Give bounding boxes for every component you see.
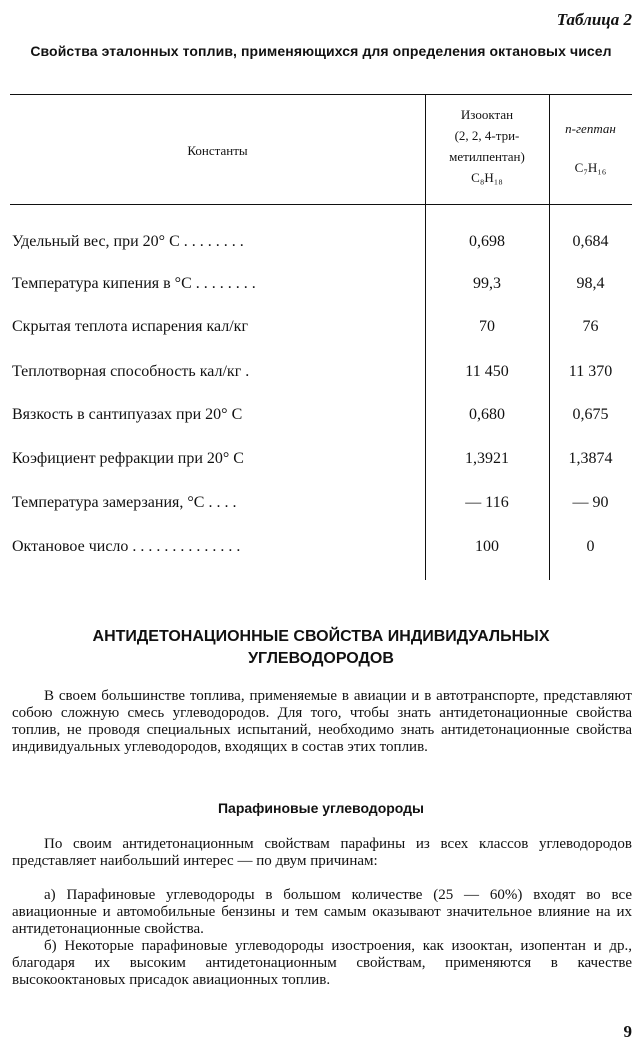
table-row: [12, 314, 632, 340]
heptane-value: 0,675: [572, 406, 609, 423]
isooctane-value: 100: [475, 538, 499, 555]
table-top-rule: [10, 94, 632, 95]
table-header-rule: [10, 204, 632, 205]
row-label: Вязкость в сантипуазах при 20° С: [12, 406, 243, 423]
table-caption: Свойства эталонных топлив, применяющихся для определения октановых чисел: [30, 43, 612, 59]
paragraph-text: б) Некоторые парафиновые углеводороды изостроения, как изооктан, изопентан и др., благодаря их высоким антидетонационным свойствам, применяются в качестве высокооктановых присадок авиационных топлив.: [12, 938, 632, 988]
isooctane-value: 1,3921: [465, 450, 509, 467]
heptane-value: 98,4: [576, 275, 605, 292]
table-row: [12, 359, 632, 385]
row-label: Температура замерзания, °С . . . .: [12, 494, 237, 511]
isooctane-value: — 116: [465, 494, 509, 511]
isooctane-value: 0,680: [469, 406, 505, 423]
table-label: Таблица 2: [556, 10, 632, 29]
isooctane-value: 11 450: [465, 363, 509, 380]
row-label: Теплотворная способность кал/кг .: [12, 363, 250, 380]
heptane-name: n-гептан: [565, 121, 616, 136]
paragraph: [12, 938, 632, 989]
paragraph-text: По своим антидетонационным свойствам парафины из всех классов углеводородов представляет наибольший интерес — по двум причинам:: [12, 836, 632, 869]
row-label: Температура кипения в °С . . . . . . . .: [12, 275, 256, 292]
paragraph: [12, 688, 632, 756]
table-row: [12, 271, 632, 297]
isooctane-name: Изооктан: [460, 107, 514, 122]
heptane-value: 0: [586, 538, 595, 555]
isooctane-value: 99,3: [473, 275, 501, 292]
table-row: [12, 402, 632, 428]
heptane-value: 1,3874: [568, 450, 613, 467]
table-row: [12, 490, 632, 516]
heptane-value: 11 370: [568, 363, 613, 380]
table-row: [12, 446, 632, 472]
paragraph-text: а) Парафиновые углеводороды в большом количестве (25 — 60%) входят во все авиационные и автомобильные бензины и тем самым оказывают значительное влияние на их антидетонационные свойства.: [12, 887, 632, 937]
section-title-line: АНТИДЕТОНАЦИОННЫЕ СВОЙСТВА ИНДИВИДУАЛЬНЫХ: [92, 628, 550, 645]
page-number: 9: [623, 1022, 632, 1041]
row-label: Скрытая теплота испарения кал/кг: [12, 318, 249, 335]
isooctane-name-line3: метилпентан): [449, 149, 525, 164]
isooctane-value: 0,698: [469, 233, 505, 250]
paragraph: [12, 836, 632, 870]
row-label: Удельный вес, при 20° С . . . . . . . .: [12, 233, 244, 250]
column-header-isooctane: [425, 104, 549, 188]
paragraph-text: В своем большинстве топлива, применяемые в авиации и в автотранспорте, представляют собою сложную смесь углеводородов. Для того, чтобы знать антидетонационные свойства топлив, не проводя специальных испытаний, необходимо знать антидетонационные свойства индивидуальных углеводородов, входящих в состав этих топлив.: [12, 688, 632, 755]
column-header-heptane: [549, 118, 632, 178]
heptane-value: 0,684: [572, 233, 609, 250]
isooctane-value: 70: [479, 318, 495, 335]
row-label: Октановое число . . . . . . . . . . . . . .: [12, 538, 241, 555]
table-row: [12, 229, 632, 255]
subsection-title: Парафиновые углеводороды: [217, 800, 425, 816]
isooctane-formula: C₈H₁₈: [471, 170, 503, 185]
section-title-line: УГЛЕВОДОРОДОВ: [248, 650, 394, 667]
heptane-formula: C₇H₁₆: [574, 160, 607, 175]
column-header-constants: Константы: [187, 143, 248, 158]
isooctane-name-line2: (2, 2, 4-три-: [454, 128, 520, 143]
heptane-value: — 90: [572, 494, 609, 511]
paragraph: [12, 887, 632, 938]
table-row: [12, 534, 632, 560]
section-title: [10, 626, 632, 670]
heptane-value: 76: [582, 318, 599, 335]
row-label: Коэфициент рефракции при 20° С: [12, 450, 244, 467]
